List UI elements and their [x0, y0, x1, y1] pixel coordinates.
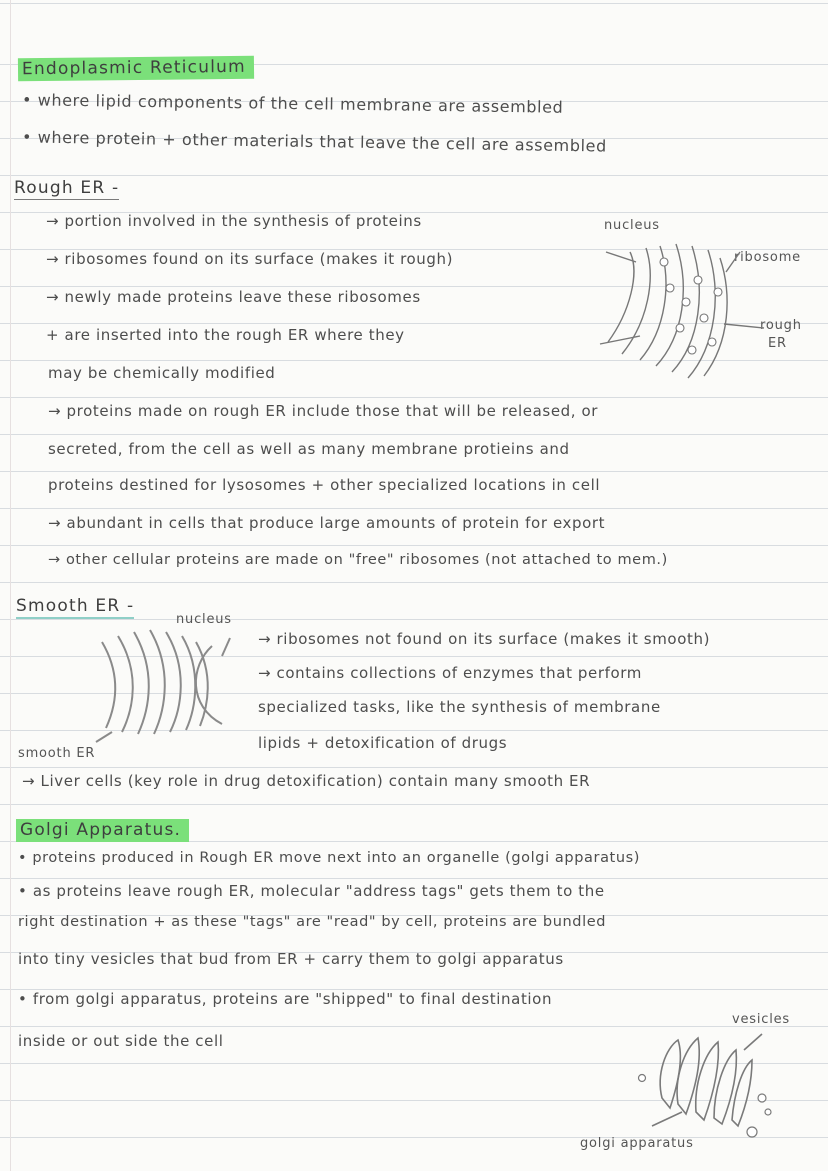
rough-er-line-5: may be chemically modified	[48, 364, 276, 382]
smooth-diagram-label-nucleus: nucleus	[176, 612, 232, 627]
smooth-diagram-label-er: smooth ER	[18, 746, 96, 761]
rough-er-line-7: secreted, from the cell as well as many membrane protieins and	[48, 440, 570, 458]
rough-er-line-4: + are inserted into the rough ER where they	[46, 326, 405, 344]
golgi-diagram-label-golgi: golgi apparatus	[580, 1136, 694, 1151]
golgi-line-2: • as proteins leave rough ER, molecular "address tags" gets them to the	[18, 882, 605, 900]
er-bullet-1: • where lipid components of the cell membrane are assembled	[21, 90, 564, 117]
rough-diagram-label-ribosome: ribosome	[734, 250, 801, 265]
smooth-er-line-2: → contains collections of enzymes that perform	[258, 664, 643, 682]
rough-er-line-1: → portion involved in the synthesis of proteins	[46, 212, 422, 230]
rough-diagram-label-er: ER	[768, 336, 787, 351]
rough-er-line-2: → ribosomes found on its surface (makes it rough)	[46, 250, 454, 268]
golgi-diagram	[612, 1028, 792, 1148]
golgi-line-1: • proteins produced in Rough ER move next into an organelle (golgi apparatus)	[18, 850, 641, 866]
er-heading	[18, 57, 254, 79]
rough-er-line-9: → abundant in cells that produce large amounts of protein for export	[48, 514, 606, 532]
rough-diagram-label-nucleus: nucleus	[604, 218, 660, 233]
rough-er-diagram	[600, 232, 770, 384]
page-margin-line	[10, 0, 11, 1171]
rough-er-line-6: → proteins made on rough ER include those that will be released, or	[48, 402, 599, 420]
er-bullet-2: • where protein + other materials that leave the cell are assembled	[21, 127, 607, 156]
golgi-line-3: right destination + as these "tags" are "read" by cell, proteins are bundled	[18, 914, 607, 930]
rough-er-line-3: → newly made proteins leave these ribosomes	[46, 288, 421, 306]
smooth-er-line-1: → ribosomes not found on its surface (makes it smooth)	[258, 630, 711, 648]
er-heading-text: Endoplasmic Reticulum	[18, 56, 254, 81]
rough-er-line-10: → other cellular proteins are made on "free" ribosomes (not attached to mem.)	[48, 552, 668, 568]
golgi-line-5: • from golgi apparatus, proteins are "shipped" to final destination	[18, 990, 553, 1008]
rough-er-heading	[14, 178, 119, 198]
rough-er-line-8: proteins destined for lysosomes + other specialized locations in cell	[48, 476, 601, 494]
golgi-line-4: into tiny vesicles that bud from ER + carry them to golgi apparatus	[18, 950, 564, 968]
golgi-diagram-label-vesicles: vesicles	[732, 1012, 791, 1027]
golgi-line-6: inside or out side the cell	[18, 1032, 224, 1050]
smooth-er-diagram	[92, 616, 252, 746]
smooth-er-line-5: → Liver cells (key role in drug detoxification) contain many smooth ER	[22, 772, 591, 790]
rough-diagram-label-rough: rough	[760, 318, 802, 333]
smooth-er-line-3: specialized tasks, like the synthesis of membrane	[258, 698, 661, 716]
golgi-heading	[16, 820, 189, 840]
rough-er-heading-text: Rough ER -	[14, 178, 120, 198]
smooth-er-line-4: lipids + detoxification of drugs	[258, 734, 508, 752]
smooth-er-heading	[16, 596, 134, 616]
golgi-heading-text: Golgi Apparatus.	[16, 819, 189, 842]
smooth-er-heading-text: Smooth ER -	[16, 596, 134, 619]
